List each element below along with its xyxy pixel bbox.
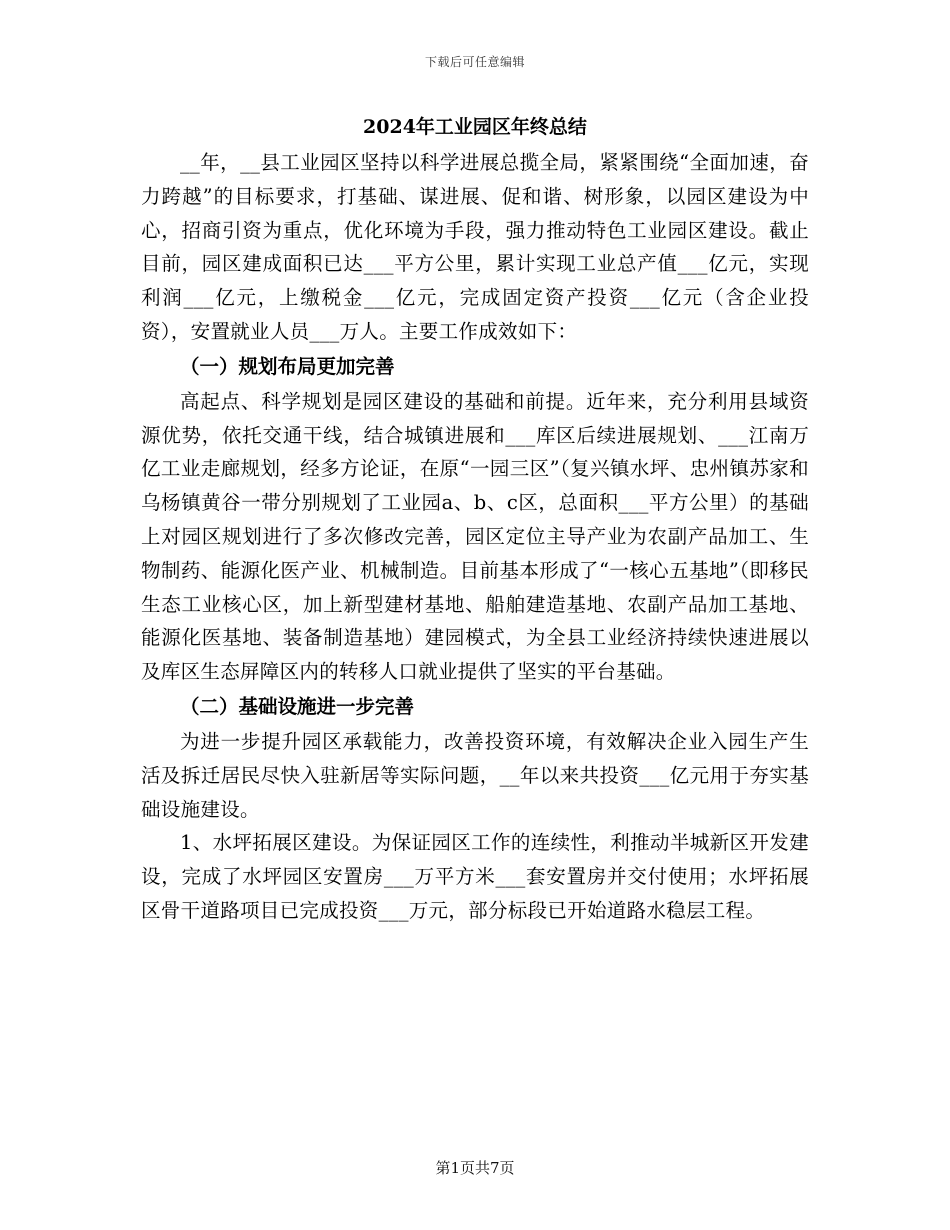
- page-number: 第1页共7页: [435, 1159, 515, 1177]
- document-title: 2024年工业园区年终总结: [363, 116, 587, 138]
- intro-paragraph: __年，__县工业园区坚持以科学进展总揽全局，紧紧围绕“全面加速，奋力跨越”的目标要求，打基础、谋进展、促和谐、树形象，以园区建设为中心，招商引资为重点，优化环境为手段，强力推动特色工业园区建设。截止目前，园区建成面积已达___平方公里，累计实现工业总产值___亿元，实现利润___亿元，上缴税金___亿元，完成固定资产投资___亿元（含企业投资），安置就业人员___万人。主要工作成效如下：: [141, 151, 809, 343]
- section-heading-planning: （一）规划布局更加完善: [180, 354, 395, 378]
- section-infrastructure-paragraph: 为进一步提升园区承载能力，改善投资环境，有效解决企业入园生产生活及拆迁居民尽快入驻新居等实际问题，__年以来共投资___亿元用于夯实基础设施建设。: [141, 729, 809, 821]
- document-body: [141, 108, 809, 928]
- section-infrastructure-item-1: 1、水坪拓展区建设。为保证园区工作的连续性，利推动半城新区开发建设，完成了水坪园区安置房___万平方米___套安置房并交付使用；水坪拓展区骨干道路项目已完成投资___万元，部分标段已开始道路水稳层工程。: [141, 831, 809, 922]
- header-note: 下载后可任意编辑: [424, 55, 525, 69]
- section-heading-infrastructure: （二）基础设施进一步完善: [180, 694, 415, 718]
- section-planning-paragraph: 高起点、科学规划是园区建设的基础和前提。近年来，充分利用县域资源优势，依托交通干线，结合城镇进展和___库区后续进展规划、___江南万亿工业走廊规划，经多方论证，在原“一园三区”（复兴镇水坪、忠州镇苏家和乌杨镇黄谷一带分别规划了工业园a、b、c区，总面积___平方公里）的基础上对园区规划进行了多次修改完善，园区定位主导产业为农副产品加工、生物制药、能源化医产业、机械制造。目前基本形成了“一核心五基地”（即移民生态工业核心区，加上新型建材基地、船舶建造基地、农副产品加工基地、能源化医基地、装备制造基地）建园模式，为全县工业经济持续快速进展以及库区生态屏障区内的转移人口就业提供了坚实的平台基础。: [141, 389, 809, 684]
